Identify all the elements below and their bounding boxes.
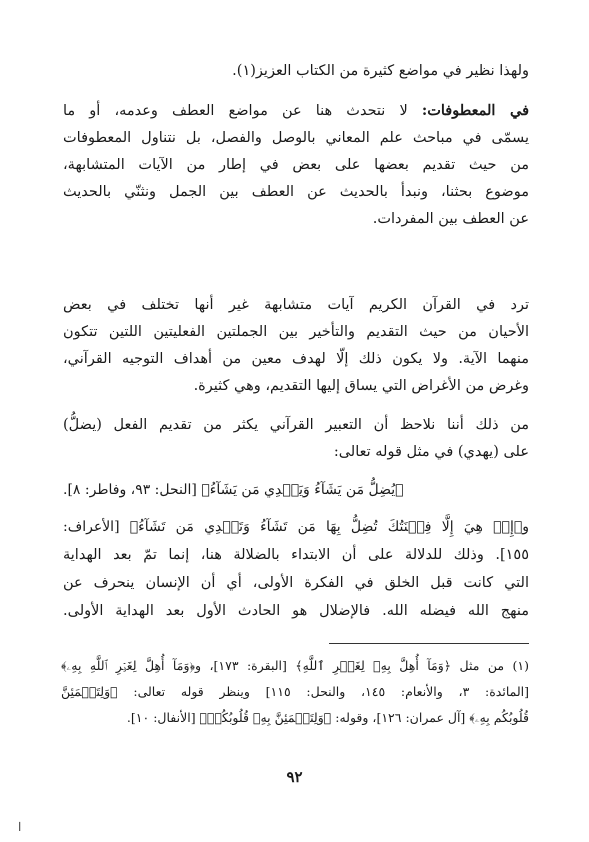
paragraph-2-line-2: الأحيان من حيث التقديم والتأخير بين الجملتين الفعليتين اللتين تتكون bbox=[63, 324, 529, 340]
paragraph-1-line-1-text: لا نتحدث هنا عن مواضع العطف وعدمه، أو ما bbox=[63, 103, 422, 119]
paragraph-1-line-1 bbox=[63, 101, 529, 121]
paragraph-1-line-5: عن العطف بين المفردات. bbox=[372, 211, 529, 227]
paragraph-3-line-7: منهج الله فيضله الله. فالإضلال هو الحادث الأول بعد الهداية الأولى. bbox=[63, 603, 529, 619]
footnote-separator bbox=[329, 643, 529, 644]
page-number: ٩٢ bbox=[286, 768, 303, 786]
paragraph-1-line-4: موضوع بحثنا، ونبدأ بالحديث عن العطف بين الجمل ونثنّي بالحديث bbox=[63, 184, 529, 200]
paragraph-1-lead: في المعطوفات: bbox=[421, 102, 529, 119]
paragraph-2-line-3: منهما الآية. ولا يكون ذلك إلّا لهدف معين من أهداف التوجيه القرآني، bbox=[63, 351, 529, 367]
quran-verse-2: و﴿إِنۡ هِيَ إِلَّا فِتۡنَتُكَ تُضِلُّ بِهَا مَن تَشَآءُ وَتَهۡدِي مَن تَشَآءُ﴾ [الأعراف: bbox=[63, 519, 529, 535]
footnote-line-3: قُلُوبُكُم بِهِۦ﴾ [آل عمران: ١٢٦]، وقوله: ﴿وَلِتَطۡمَئِنَّ بِهِۦ قُلُوبُكُمۡ﴾ [الأنفال: ١٠]. bbox=[126, 710, 529, 725]
paragraph-3-line-5: ١٥٥]. وذلك للدلالة على أن الابتداء بالضلالة هنا، إنما تمّ بعد الهداية bbox=[63, 547, 529, 563]
intro-line: ولهذا نظير في مواضع كثيرة من الكتاب العزيز(١). bbox=[232, 63, 529, 79]
quran-verse-1: ﴿يُضِلُّ مَن يَشَآءُ وَيَهۡدِي مَن يَشَآءُ﴾ [النحل: ٩٣، وفاطر: ٨]. bbox=[63, 482, 404, 498]
corner-mark: ا bbox=[18, 820, 22, 834]
paragraph-2-line-1: ترد في القرآن الكريم آيات متشابهة غير أنها تختلف في بعض bbox=[63, 297, 529, 313]
footnote-line-2: [المائدة: ٣، والأنعام: ١٤٥، والنحل: ١١٥] وينظر قوله تعالى: ﴿وَلِتَطۡمَئِنَّ bbox=[61, 684, 530, 699]
paragraph-3-line-1: من ذلك أننا نلاحظ أن التعبير القرآني يكثر من تقديم الفعل (يضلُّ) bbox=[63, 417, 529, 433]
paragraph-2-line-4: وغرض من الأغراض التي يساق إليها التقديم، وهي كثيرة. bbox=[193, 378, 529, 394]
paragraph-1-line-3: من حيث تقديم بعضها على بعض في إطار من الآيات المتشابهة، bbox=[63, 157, 529, 173]
paragraph-1-line-2: يسمّى في مباحث علم المعاني بالوصل والفصل، بل نتناول المعطوفات bbox=[63, 130, 529, 146]
footnote-line-1: (١) من مثل ﴿وَمَآ أُهِلَّ بِهِۦ لِغَيۡرِ ٱللَّهِ﴾ [البقرة: ١٧٣]، و﴿وَمَآ أُهِلَّ لِغَيۡرِ ٱللَّهِ بِهِۦ﴾ bbox=[61, 658, 530, 673]
paragraph-3-line-2: على (يهدي) في مثل قوله تعالى: bbox=[333, 444, 529, 460]
paragraph-3-line-6: التي كانت قبل الخلق في الفكرة الأولى، أي أن الإنسان ينحرف عن bbox=[63, 575, 529, 591]
